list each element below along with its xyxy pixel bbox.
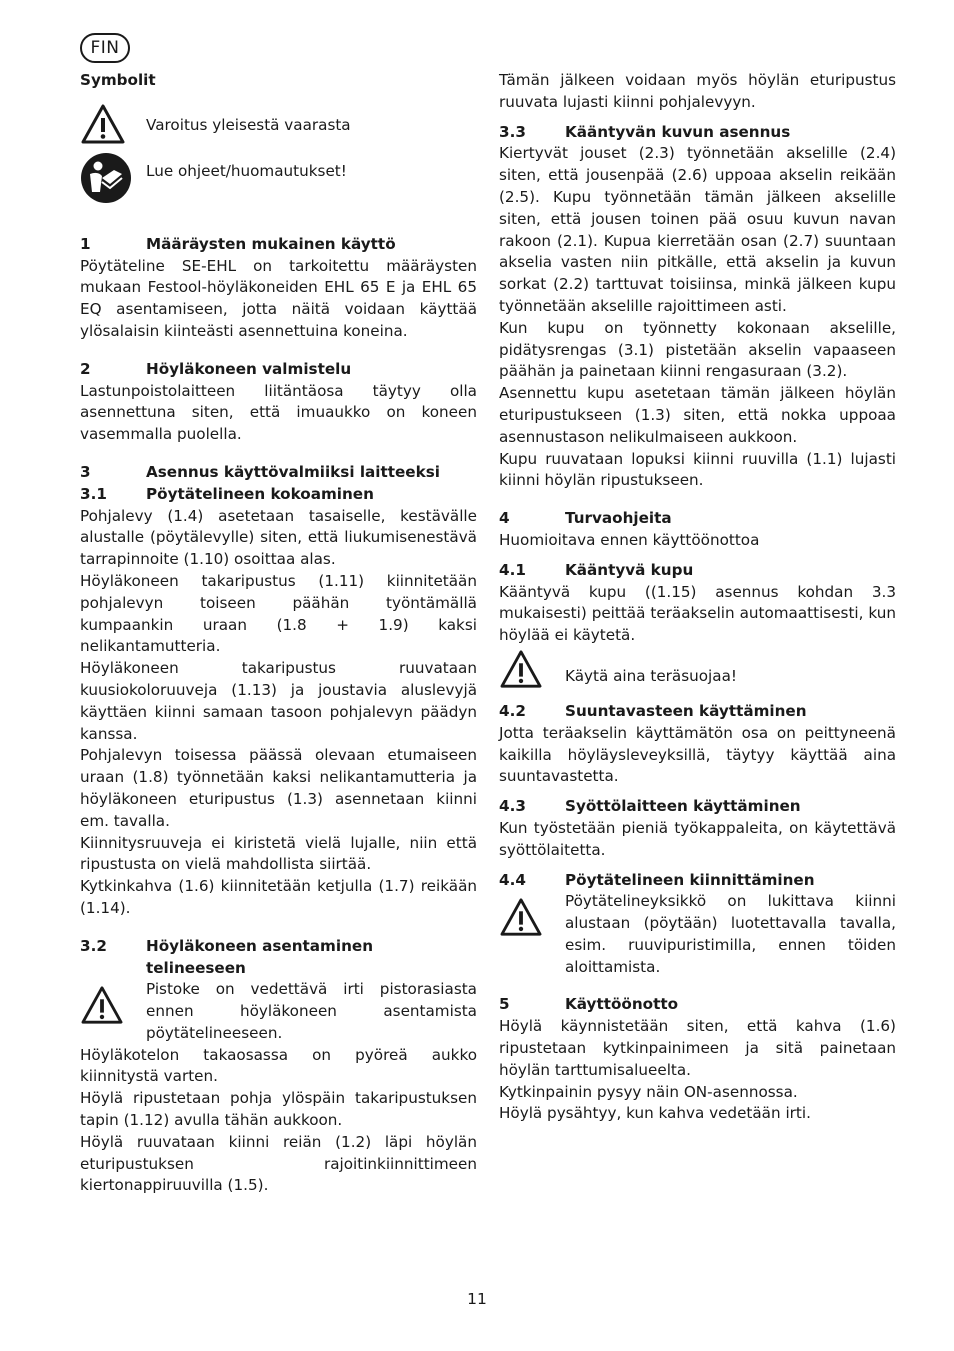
symbol-read-row xyxy=(80,152,477,208)
section-3-2-continued: Tämän jälkeen voidaan myös höylän eturipustus ruuvata lujasti kiinni pohjalevyyn. xyxy=(499,71,896,111)
section-3-1-para-3: Höyläkoneen takaripustus ruuvataan kuusiokoloruuveja (1.13) ja joustavia aluslevyjä käyttäen kiinni samaan tasoon pohjalevyn päädyn kanssa. xyxy=(80,659,477,743)
section-1-text: Pöytäteline SE-EHL on tarkoitettu määräysten mukaan Festool-höyläkoneiden EHL 65 E ja EHL 65 EQ asentamiseen, jotta näitä voidaan käyttää ylösalaisin kiinteästi asennettuina koneina. xyxy=(80,256,477,340)
section-4-1-text: Kääntyvä kupu ((1.15) asennus kohdan 3.3 mukaisesti) peittää teräakselin automaattisesti, kun höylää ei käytetä. xyxy=(499,582,896,645)
section-3-2-para-2: Höylä ripustetaan pohja ylöspäin takaripustuksen tapin (1.12) avulla tähän aukkoon. xyxy=(80,1089,477,1130)
section-3-2-heading: 3.2 Höyläkoneen asentaminen telineeseen xyxy=(80,936,374,977)
right-column xyxy=(499,70,896,1125)
language-badge: FIN xyxy=(80,33,130,63)
section-4-1-warning-text: Käytä aina teräsuojaa! xyxy=(565,667,737,686)
section-4-heading: 4 Turvaohjeita xyxy=(499,509,672,528)
section-4-1-warning xyxy=(499,649,896,693)
page-number: 11 xyxy=(467,1290,487,1308)
left-column xyxy=(80,70,477,1197)
section-2-text: Lastunpoistolaitteen liitäntäosa täytyy olla asennettuna siten, että imuaukko on koneen vasemmalla puolella. xyxy=(80,381,477,444)
section-1-heading: 1 Määräysten mukainen käyttö xyxy=(80,234,396,253)
section-4-2-heading: 4.2 Suuntavasteen käyttäminen xyxy=(499,701,807,720)
section-3-1-para-5: Kiinnitysruuveja ei kiristetä vielä lujalle, niin että ripustusta on vielä mahdollista siirtää. xyxy=(80,833,477,874)
section-4-1-heading: 4.1 Kääntyvä kupu xyxy=(499,560,694,579)
warning-triangle-icon xyxy=(499,891,565,941)
section-3-3-para-1: Kiertyvät jouset (2.3) työnnetään akselille (2.4) siten, että jousenpää (2.6) uppoaa akselin reikään (2.5). Kupu työnnetään tämän jälkeen akselille siten, että jousen toinen pää osuu kuvun navan rakoon (2.1). Kupua kierretään osan (2.7) suuntaan akselia vasten niin pitkälle, että akselin ja kuvun sorkat (2.2) tarttuvat toisiinsa, minkä jälkeen kupu työnnetään akselille rajoittimeen asti. xyxy=(499,144,896,315)
section-3-3-para-3: Asennettu kupu asetetaan tämän jälkeen höylän eturipustukseen (1.3) siten, että nokka uppoaa asennustason nelikulmaiseen aukkoon. xyxy=(499,384,896,446)
section-3-heading: 3 Asennus käyttövalmiiksi laitteeksi xyxy=(80,462,440,481)
symbol-warning-row xyxy=(80,102,477,150)
section-3-2-para-1: Höyläkotelon takaosassa on pyöreä aukko kiinnitystä varten. xyxy=(80,1045,477,1086)
section-4-3-heading: 4.3 Syöttölaitteen käyttäminen xyxy=(499,797,801,816)
section-3-3-para-4: Kupu ruuvataan lopuksi kiinni ruuvilla (1.1) lujasti kiinni höylän ripustukseen. xyxy=(499,449,896,490)
section-5-para-3: Höylä pysähtyy, kun kahva vedetään irti. xyxy=(499,1104,811,1123)
section-4-4-warning-text: Pöytätelineyksikkö on lukittava kiinni alustaan (pöytään) luotettavalla tavalla, esim. ruuvipuristimilla, ennen töiden aloittamista. xyxy=(565,892,896,976)
section-3-1-para-4: Pohjalevyn toisessa päässä olevaan etumaiseen uraan (1.8) työnnetään kaksi nelikantamutteria ja höyläkoneen eturipustus (1.3) asennetaan kiinni em. tavalla. xyxy=(80,746,477,830)
section-3-2-warning xyxy=(80,979,477,1044)
section-3-1-para-1: Pohjalevy (1.4) asetetaan tasaiselle, kestävälle alustalle (pöytälevylle) siten, että liukumisenestävä tarrapinnoite (1.10) osoittaa alas. xyxy=(80,506,477,569)
section-3-1-heading: 3.1 Pöytätelineen kokoaminen xyxy=(80,484,374,503)
section-3-1-para-2: Höyläkoneen takaripustus (1.11) kiinnitetään pohjalevyn toiseen päähän työntämällä kumpaankin uraan (1.8 + 1.9) kaksi nelikantamutteria. xyxy=(80,571,477,656)
section-3-1-para-6: Kytkinkahva (1.6) kiinnitetään ketjulla (1.7) reikään (1.14). xyxy=(80,877,477,917)
section-3-3-para-2: Kun kupu on työnnetty kokonaan akselille, pidätysrengas (3.1) pistetään akselin vapaaseen päähän ja painetaan kiinni rengasuraan (3.2). xyxy=(499,318,896,381)
section-5-para-1: Höylä käynnistetään siten, että kahva (1.6) ripustetaan kytkinpainimeen ja sitä painetaan höylän tarttumisalueelta. xyxy=(499,1017,896,1079)
symbol-read-text: Lue ohjeet/huomautukset! xyxy=(146,161,347,180)
section-3-3-heading: 3.3 Kääntyvän kuvun asennus xyxy=(499,122,791,141)
section-4-4-warning xyxy=(499,891,896,978)
section-5-heading: 5 Käyttöönotto xyxy=(499,995,679,1014)
warning-triangle-icon xyxy=(80,979,146,1029)
section-2-heading: 2 Höyläkoneen valmistelu xyxy=(80,359,352,378)
section-4-2-text: Jotta teräakselin käyttämätön osa on peittyneenä kaikilla höyläysleveyksillä, täytyy käyttää aina suuntavastetta. xyxy=(499,723,896,786)
section-3-2-para-3: Höylä ruuvataan kiinni reiän (1.2) läpi höylän eturipustuksen rajoitinkiinnittimeen kiertonappiruuvilla (1.5). xyxy=(80,1132,477,1195)
symbols-title: Symbolit xyxy=(80,71,156,89)
section-4-text: Huomioitava ennen käyttöönottoa xyxy=(499,530,760,549)
section-4-4-heading: 4.4 Pöytätelineen kiinnittäminen xyxy=(499,870,815,889)
symbol-warning-text: Varoitus yleisestä vaarasta xyxy=(146,115,351,134)
warning-triangle-icon xyxy=(499,649,565,693)
section-3-2-warning-text: Pistoke on vedettävä irti pistorasiasta ennen höyläkoneen asentamista pöytätelineeseen. xyxy=(146,980,477,1042)
section-5-para-2: Kytkinpainin pysyy näin ON-asennossa. xyxy=(499,1082,798,1101)
read-manual-icon xyxy=(80,152,146,208)
warning-triangle-icon xyxy=(80,103,146,149)
section-4-3-text: Kun työstetään pieniä työkappaleita, on käytettävä syöttölaitetta. xyxy=(499,818,896,859)
